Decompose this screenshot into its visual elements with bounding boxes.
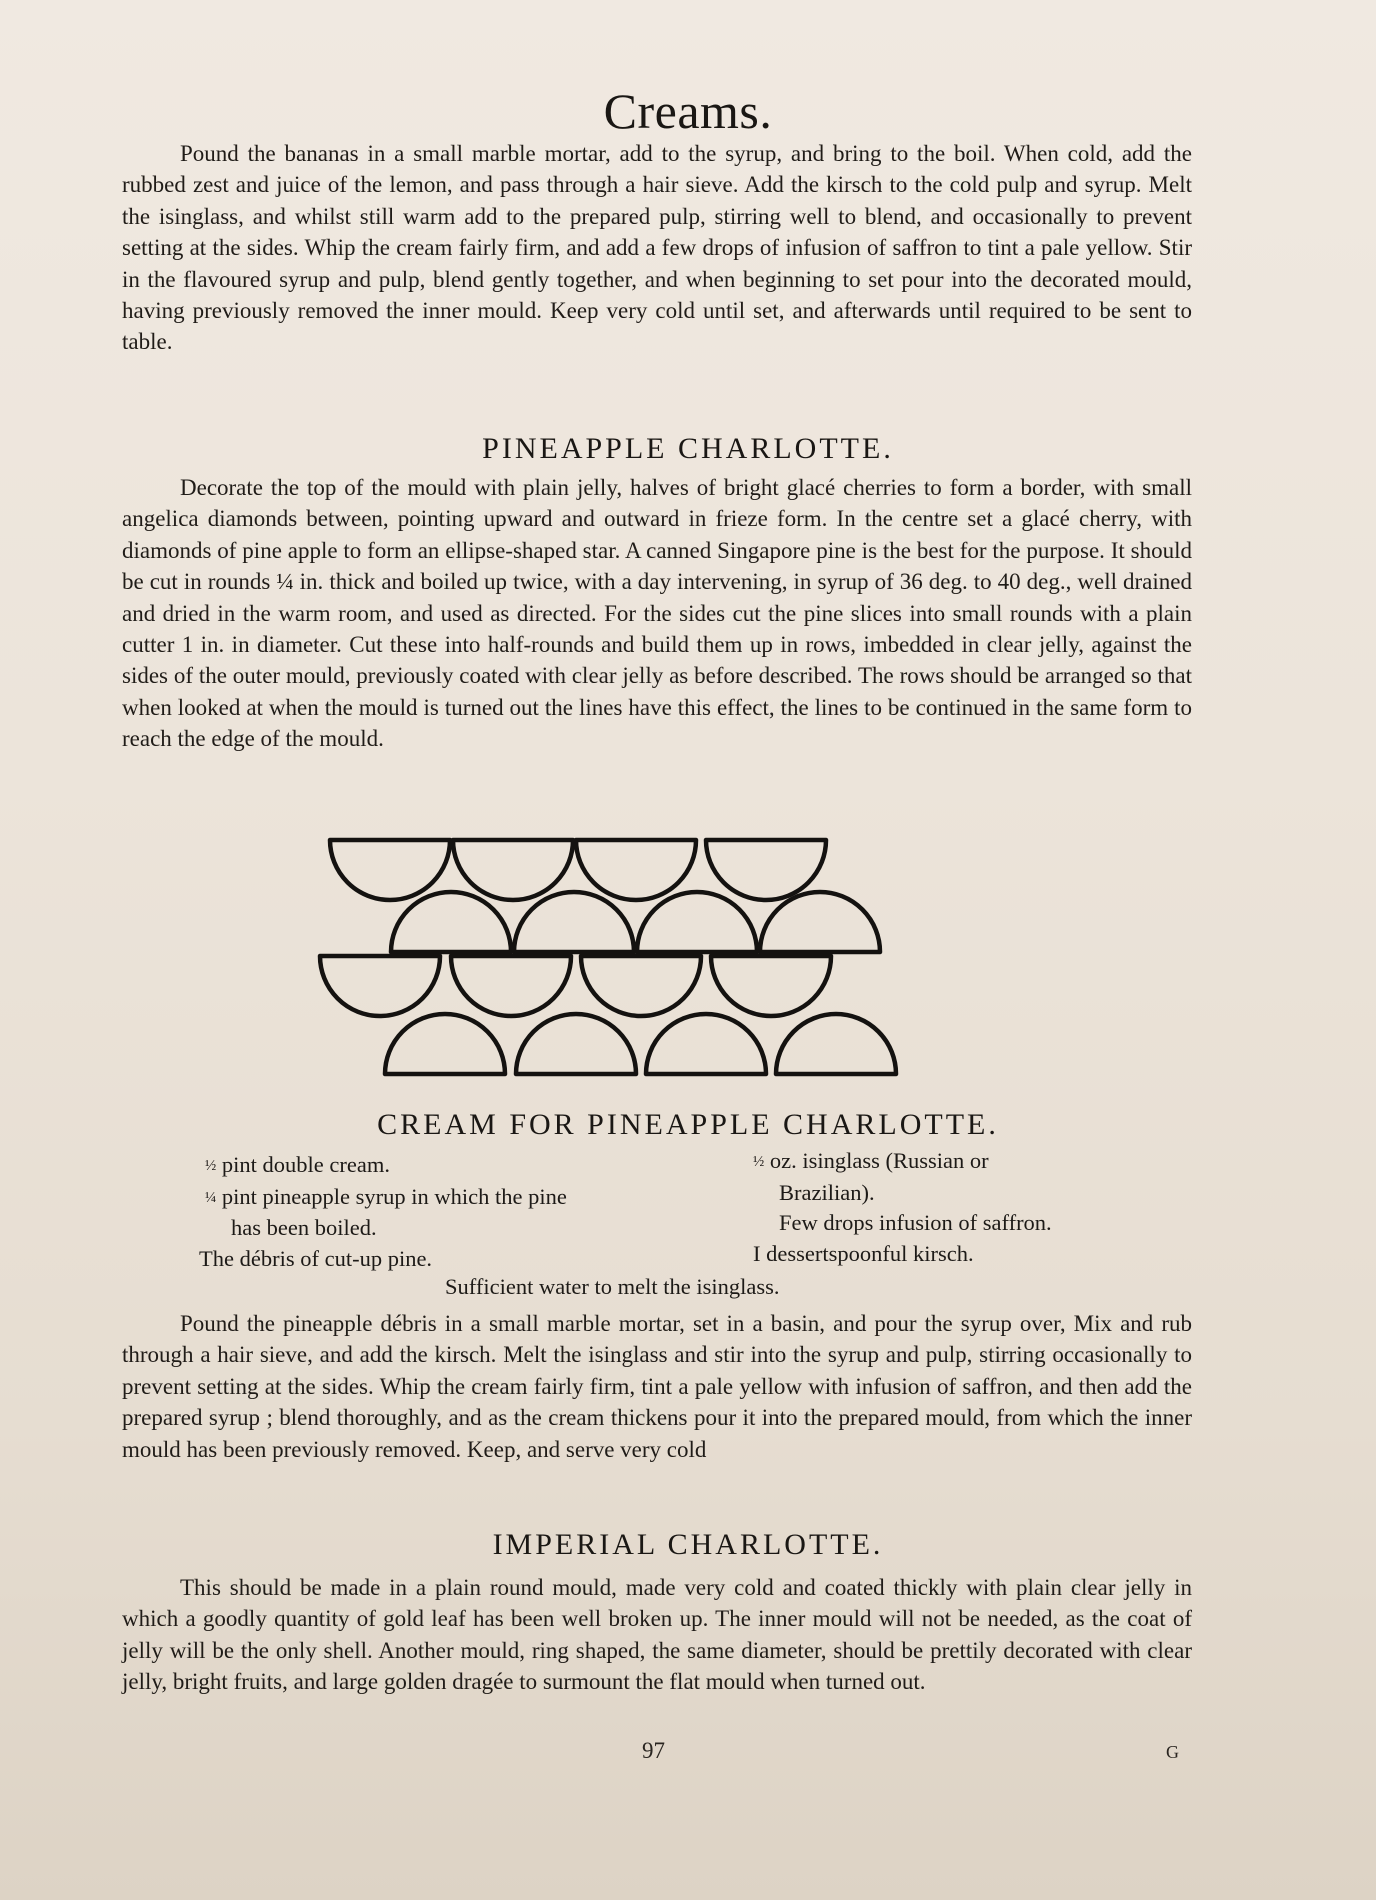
cream-for-pineapple-charlotte-body: Pound the pineapple débris in a small marble mortar, set in a basin, and pour the syrup over, Mix and rub through a hair sieve, and add the kirsch. Melt the isinglass and stir into the syrup and pulp, stirring occasionally to prevent setting at the sides. Whip the cream fairly firm, tint a pale yellow with infusion of saffron, and then add the prepared syrup ; blend thoroughly, and as the cream thickens pour it into the prepared mould, from which the inner mould has been previously removed. Keep, and serve very cold [122,1311,1192,1462]
ingredient-item: ¼ pint pineapple syrup in which the pine [205,1183,567,1209]
intro-paragraph: Pound the bananas in a small marble mortar, add to the syrup, and bring to the boil. When cold, add the rubbed zest and juice of the lemon, and pass through a hair sieve. Add the kirsch to the cold pulp and syrup. Melt the isinglass, and whilst still warm add to the prepared pulp, stirring well to blend, and occasionally to prevent setting at the sides. Whip the cream fairly firm, and add a few drops of infusion of saffron to tint a pale yellow. Stir in the flavoured syrup and pulp, blend gently together, and when beginning to set pour into the decorated mould, having previously removed the inner mould. Keep very cold until set, and afterwards until required to be sent to table. [122,141,1192,355]
ingredient-item: has been boiled. [231,1215,377,1240]
section-title-imperial-charlotte: IMPERIAL CHARLOTTE. [492,1528,884,1561]
ingredient-item: I dessertspoonful kirsch. [753,1240,974,1266]
ingredients-right-column [753,1146,1052,1269]
pineapple-charlotte-body: Decorate the top of the mould with plain jelly, halves of bright glacé cherries to form a border, with small angelica diamonds between, pointing upward and outward in frieze form. In the centre set a glacé cherry, with diamonds of pine apple to form an ellipse-shaped star. A canned Singapore pine is the best for the purpose. It should be cut in rounds ¼ in. thick and boiled up twice, with a day intervening, in syrup of 36 deg. to 40 deg., well drained and dried in the warm room, and used as directed. For the sides cut the pine slices into small rounds with a plain cutter 1 in. in diameter. Cut these into half-rounds and build them up in rows, imbedded in clear jelly, against the sides of the outer mould, previously coated with clear jelly as before described. The rows should be arranged so that when looked at when the mould is turned out the lines have this effect, the lines to be continued in the same form to reach the edge of the mould. [122,475,1192,752]
ingredient-item: The débris of cut-up pine. [199,1245,433,1271]
imperial-charlotte-body: This should be made in a plain round mould, made very cold and coated thickly with plain clear jelly in which a goodly quantity of gold leaf has been well broken up. The inner mould will not be needed, as the coat of jelly will be the only shell. Another mould, ring shaped, the same diameter, should be prettily decorated with clear jelly, bright fruits, and large golden dragée to surmount the flat mould when turned out. [122,1575,1192,1695]
running-head: Creams. [603,83,773,139]
ingredient-item: ½ oz. isinglass (Russian or [753,1148,989,1173]
section-title-cream-for-pineapple-charlotte: CREAM FOR PINEAPPLE CHARLOTTE. [377,1108,999,1141]
half-round-arrangement-diagram [300,836,1020,1096]
ingredients-left-column [199,1150,567,1274]
section-title-pineapple-charlotte: PINEAPPLE CHARLOTTE. [482,432,894,465]
signature-mark: G [1166,1742,1179,1762]
ingredient-item: Few drops infusion of saffron. [779,1210,1052,1235]
ingredient-item: Brazilian). [779,1179,875,1205]
ingredient-item-centered: Sufficient water to melt the isinglass. [445,1274,780,1299]
ingredient-item: ½ pint double cream. [205,1152,390,1177]
page-number: 97 [642,1738,665,1763]
